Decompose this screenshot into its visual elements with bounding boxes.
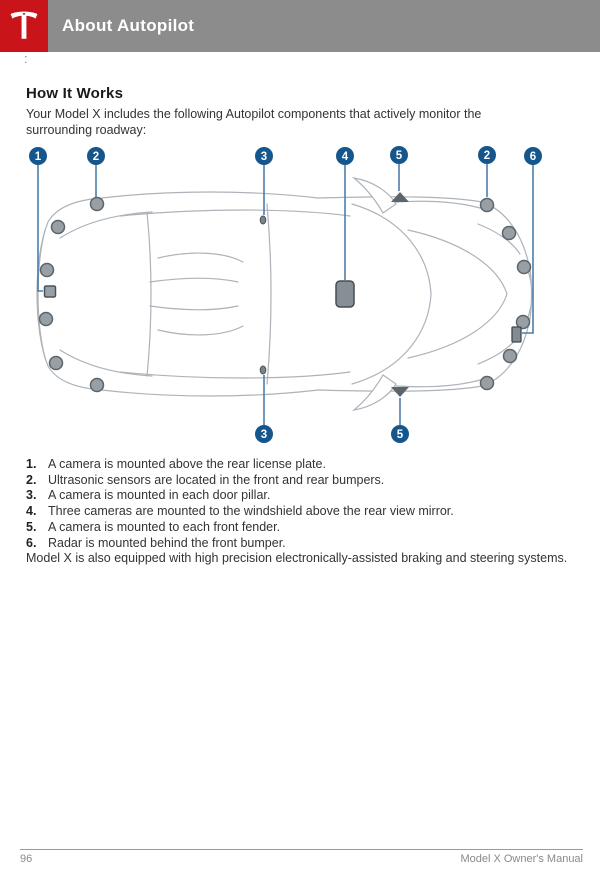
- callout-1: [29, 147, 47, 165]
- svg-text:6: 6: [529, 151, 537, 163]
- list-item: [26, 457, 566, 473]
- autopilot-components-diagram: [0, 140, 600, 455]
- list-item-number: 1.: [26, 457, 37, 471]
- svg-text:3: 3: [260, 151, 268, 163]
- callout-badges-top: [29, 146, 542, 165]
- list-item: [26, 473, 566, 489]
- component-legend-list: [26, 457, 566, 551]
- tesla-t-icon: [7, 6, 41, 46]
- list-item: [26, 520, 566, 536]
- stray-colon-mark: :: [24, 51, 28, 66]
- rear-camera: [45, 286, 56, 297]
- footer-manual-title: Model X Owner's Manual: [460, 853, 583, 865]
- section-heading: How It Works: [26, 85, 124, 102]
- page-header: [0, 0, 600, 52]
- svg-text:2: 2: [483, 150, 491, 162]
- list-item-number: 6.: [26, 535, 37, 550]
- list-item: [26, 536, 566, 552]
- callout-5: [390, 146, 408, 164]
- list-item-number: 4.: [26, 504, 37, 519]
- list-item-text: A camera is mounted above the rear license plate.: [48, 457, 326, 471]
- intro-paragraph: Your Model X includes the following Autopilot components that actively monitor the surrounding roadway:: [26, 107, 482, 137]
- callout-3: [255, 147, 273, 165]
- list-item-text: Radar is mounted behind the front bumper.: [48, 535, 286, 550]
- car-top-view-outline: [37, 178, 532, 410]
- callout-4: [336, 147, 354, 165]
- list-item-number: 2.: [26, 472, 37, 487]
- list-item-number: 5.: [26, 519, 37, 534]
- windshield-camera-cluster: [336, 281, 354, 307]
- svg-text:4: 4: [341, 151, 349, 163]
- list-item-text: A camera is mounted to each front fender.: [48, 519, 281, 534]
- svg-text:5: 5: [396, 429, 404, 441]
- front-radar: [512, 327, 521, 342]
- svg-text:1: 1: [34, 151, 42, 163]
- callout-5b: [391, 425, 409, 443]
- callout-badges-bottom: [255, 425, 409, 443]
- callout-2: [87, 147, 105, 165]
- svg-text:5: 5: [395, 150, 403, 162]
- svg-text:2: 2: [92, 151, 100, 163]
- list-item: [26, 488, 566, 504]
- list-item-number: 3.: [26, 488, 37, 503]
- callout-2b: [478, 146, 496, 164]
- page-title: About Autopilot: [62, 16, 195, 35]
- fender-camera-right: [391, 387, 409, 397]
- footer-divider: [20, 849, 583, 850]
- list-item: [26, 504, 566, 520]
- list-item-text: Three cameras are mounted to the windshield above the rear view mirror.: [48, 504, 454, 519]
- list-item-text: Ultrasonic sensors are located in the front and rear bumpers.: [48, 472, 385, 487]
- callout-3b: [255, 425, 273, 443]
- closing-paragraph: Model X is also equipped with high precision electronically-assisted braking and steering systems.: [26, 551, 568, 565]
- door-pillar-camera-left: [260, 216, 266, 224]
- callout-6: [524, 147, 542, 165]
- footer-page-number: 96: [20, 853, 33, 865]
- svg-text:3: 3: [260, 429, 268, 441]
- list-item-text: A camera is mounted in each door pillar.: [48, 488, 271, 503]
- tesla-logo: [0, 0, 48, 52]
- door-pillar-camera-right: [260, 366, 266, 374]
